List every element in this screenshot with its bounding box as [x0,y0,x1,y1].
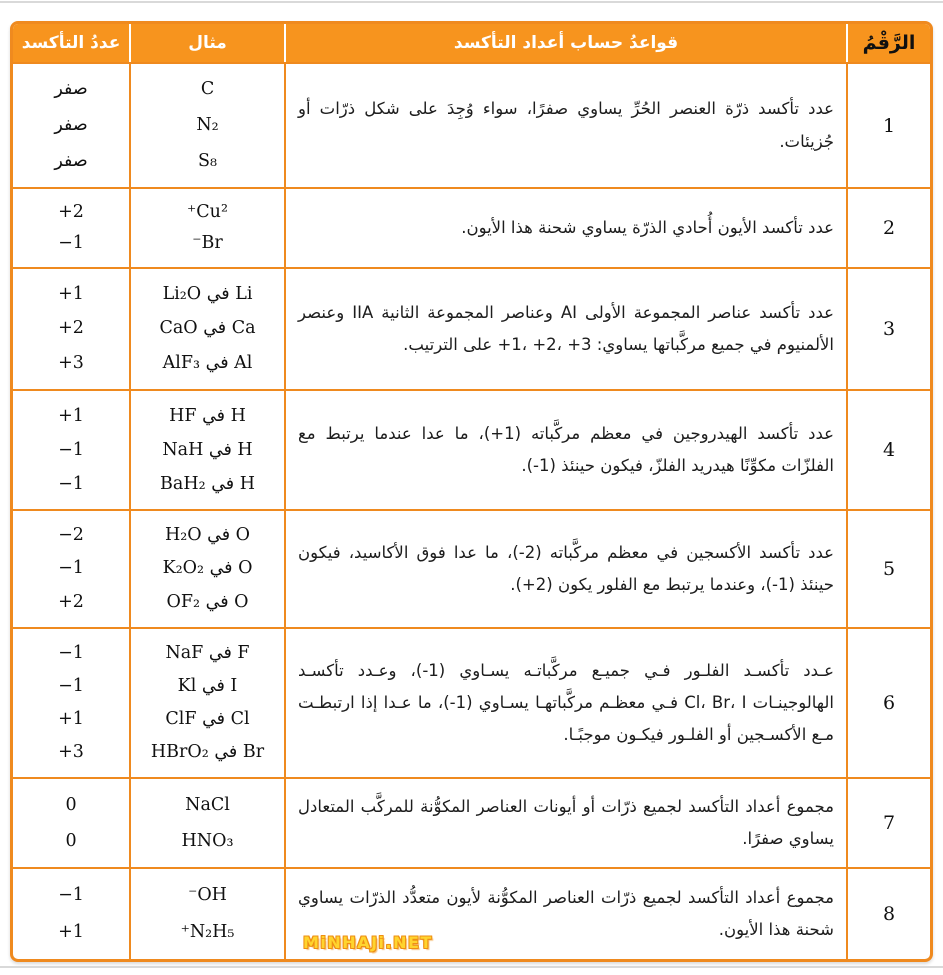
example-cell [131,629,286,777]
example-cell [131,189,286,267]
watermark: MiNHAJi.NET [303,933,433,952]
example-formula: Cl في ClF [165,709,250,729]
header-example-label: مثال [131,24,286,62]
oxidation-value: −1 [58,558,84,579]
rule-text: عدد تأكسد الهيدروجين في معظم مركَّباته ‎(+1)‎، ما عدا عندما يرتبط مع الفلزّات مكوِّنًا هيدريد الفلزّ، فيكون حينئذ ‎(-1)‎. [298,423,834,475]
example-formula: I في Kl [177,676,238,696]
table-row [13,267,930,389]
row-number-cell: 7 [882,812,896,834]
example-formula: Al في AlF₃ [162,353,253,374]
example-cell [131,64,286,187]
example-formula: Li في Li₂O [162,283,253,304]
example-formula: N₂ [196,114,219,135]
rule-cell [286,391,848,509]
row-number-cell: 2 [882,217,896,239]
table-row [13,389,930,509]
oxidation-value: −1 [58,473,84,494]
rule-cell [286,64,848,187]
example-formula: NaCl [185,794,230,815]
example-formula: C [200,79,215,100]
row-number-cell: 3 [882,318,896,340]
row-number-cell: 5 [882,558,896,580]
rule-text: عدد تأكسد عناصر المجموعة الأولى AI وعناصر المجموعة الثانية IIA وعنصر الألمنيوم في جميع مركَّباتها يساوي: ‎+1‎، ‎+2‎، ‎+3‎ على الترتيب. [298,302,834,354]
header-rules-label: قواعدُ حساب أعداد التأكسد [286,24,848,62]
oxidation-value: +2 [58,202,84,222]
row-number-cell: 6 [882,692,896,714]
table-row [13,627,930,777]
example-formula: H في HF [169,405,246,426]
example-cell [131,269,286,389]
oxidation-value: صفر [54,114,88,135]
oxidation-cell [13,64,131,187]
oxidation-value: 0 [65,830,77,851]
example-cell [131,511,286,627]
rule-text: عدد تأكسد الأكسجين في معظم مركَّباته ‎(-2)‎، ما عدا فوق الأكاسيد، فيكون حينئذ ‎(-1)‎، وعندما يرتبط مع الفلور يكون ‎(+2)‎. [298,542,834,594]
oxidation-cell [13,189,131,267]
rule-cell [286,189,848,267]
oxidation-value: +1 [58,922,84,942]
table-header-row [13,24,930,62]
oxidation-rules-table [10,21,933,962]
example-formula: H في BaH₂ [160,473,255,494]
oxidation-cell [13,869,131,959]
example-cell [131,869,286,959]
oxidation-value: −1 [58,885,84,905]
oxidation-value: +1 [58,709,84,729]
oxidation-value: −2 [58,525,84,546]
example-formula: N₂H₅⁺ [180,922,235,942]
row-number-cell: 8 [882,903,896,925]
oxidation-value: +1 [58,405,84,426]
example-formula: HNO₃ [181,830,234,851]
oxidation-cell [13,629,131,777]
oxidation-value: +3 [58,742,84,762]
rule-cell [286,779,848,867]
oxidation-cell [13,391,131,509]
example-formula: OH⁻ [188,885,227,905]
example-formula: S₈ [198,150,218,171]
oxidation-value: صفر [54,79,88,100]
table-row [13,509,930,627]
example-formula: Ca في CaO [159,318,256,339]
table-row [13,867,930,959]
rule-text: مجموع أعداد التأكسد لجميع ذرّات أو أيونات العناصر المكوُّنة للمركَّب المتعادل يساوي صفرًا. [298,796,834,848]
example-formula: O في K₂O₂ [162,558,253,579]
header-number-label: الرَّقْمُ [862,32,916,54]
table-row [13,187,930,267]
table-body [13,62,930,959]
example-cell [131,391,286,509]
example-formula: Br في HBrO₂ [150,742,265,762]
oxidation-cell [13,511,131,627]
oxidation-value: −1 [58,643,84,663]
table-row [13,777,930,867]
table-row [13,62,930,187]
row-number-cell: 1 [882,114,896,137]
oxidation-value: +2 [58,591,84,612]
oxidation-value: −1 [58,676,84,696]
rule-text: عـدد تأكسـد الفلـور فـي جميـع مركَّباتـه يسـاوي ‎(-1)‎، وعـدد تأكسـد الهالوجينـات Cl، Br، I فـي معظـم مركَّباتهـا يسـاوي ‎(-1)‎، ما عـدا إذا ارتبطـت مـع الأكسـجين أو الفلـور فيكـون موجبًـا. [298,660,835,745]
example-formula: O في OF₂ [166,591,249,612]
oxidation-value: +1 [58,283,84,304]
oxidation-value: +3 [58,353,84,374]
rule-cell [286,629,848,777]
oxidation-cell [13,269,131,389]
oxidation-value: −1 [58,439,84,460]
example-formula: Br⁻ [192,233,223,253]
example-formula: F في NaF [165,643,250,663]
rule-text: مجموع أعداد التأكسد لجميع ذرّات العناصر المكوُّنة لأيون متعدُّد الذرّات يساوي شحنة هذا الأيون. [298,887,834,939]
oxidation-value: 0 [65,794,77,815]
rule-cell [286,511,848,627]
rule-cell [286,269,848,389]
example-formula: O في H₂O [164,525,251,546]
oxidation-value: −1 [58,233,84,253]
oxidation-value: +2 [58,318,84,339]
oxidation-value: صفر [54,150,88,171]
page-edge-bottom [0,966,943,968]
example-cell [131,779,286,867]
header-oxidation-label: عددُ التأكسد [13,24,131,62]
oxidation-cell [13,779,131,867]
page-edge-top [0,1,943,3]
example-formula: Cu²⁺ [187,202,228,222]
rule-text: عدد تأكسد الأيون أُحادي الذرّة يساوي شحنة هذا الأيون. [461,217,834,237]
row-number-cell: 4 [882,439,896,461]
example-formula: H في NaH [162,439,253,460]
rule-text: عدد تأكسد ذرّة العنصر الحُرِّ يساوي صفرًا، سواء وُجِدَ على شكل ذرّات أو جُزيئات. [298,99,834,151]
